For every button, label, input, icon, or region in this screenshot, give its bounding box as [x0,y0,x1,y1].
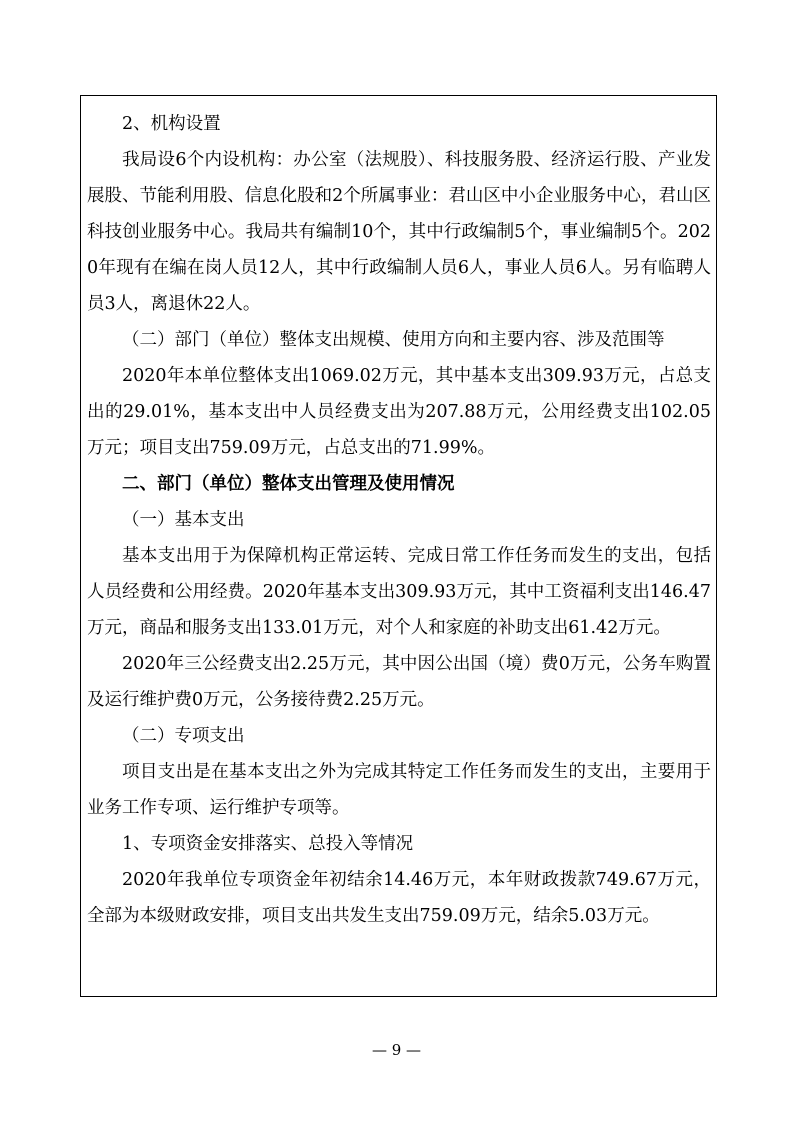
paragraph-expenditure-summary: 2020年本单位整体支出1069.02万元，其中基本支出309.93万元，占总支出的29.01%，基本支出中人员经费支出为207.88万元，公用经费支出102.05万元；项目支出759.09万元，占总支出的71.99%。 [87,366,711,458]
section-heading-expenditure-management: 二、部门（单位）整体支出管理及使用情况 [122,474,455,494]
paragraph-institution-details: 我局设6个内设机构：办公室（法规股）、科技服务股、经济运行股、产业发展股、节能利用股、信息化股和2个所属事业：君山区中小企业服务中心，君山区科技创业服务中心。我局共有编制10个，其中行政编制5个，事业编制5个。2020年现有在编在岗人员12人，其中行政编制人员6人，事业人员6人。另有临聘人员3人，离退休22人。 [87,150,711,314]
paragraph-expenditure-scope-heading: （二）部门（单位）整体支出规模、使用方向和主要内容、涉及范围等 [122,330,665,350]
document-body [87,106,711,934]
page-number: — 9 — [371,1041,422,1059]
paragraph-project-expenditure-definition: 项目支出是在基本支出之外为完成其特定工作任务而发生的支出，主要用于业务工作专项、运行维护专项等。 [87,762,711,818]
paragraph-basic-expenditure-details: 基本支出用于为保障机构正常运转、完成日常工作任务而发生的支出，包括人员经费和公用经费。2020年基本支出309.93万元，其中工资福利支出146.47万元，商品和服务支出133.01万元，对个人和家庭的补助支出61.42万元。 [87,546,711,638]
paragraph-basic-expenditure-heading: （一）基本支出 [122,510,245,530]
paragraph-special-funds-heading: 1、专项资金安排落实、总投入等情况 [122,834,414,854]
paragraph-three-public-expenses: 2020年三公经费支出2.25万元，其中因公出国（境）费0万元，公务车购置及运行维护费0万元，公务接待费2.25万元。 [87,654,711,710]
paragraph-special-funds-details: 2020年我单位专项资金年初结余14.46万元，本年财政拨款749.67万元，全部为本级财政安排，项目支出共发生支出759.09万元，结余5.03万元。 [87,870,711,926]
paragraph-special-expenditure-heading: （二）专项支出 [122,726,245,746]
paragraph-institution-setup-heading: 2、机构设置 [122,114,221,134]
